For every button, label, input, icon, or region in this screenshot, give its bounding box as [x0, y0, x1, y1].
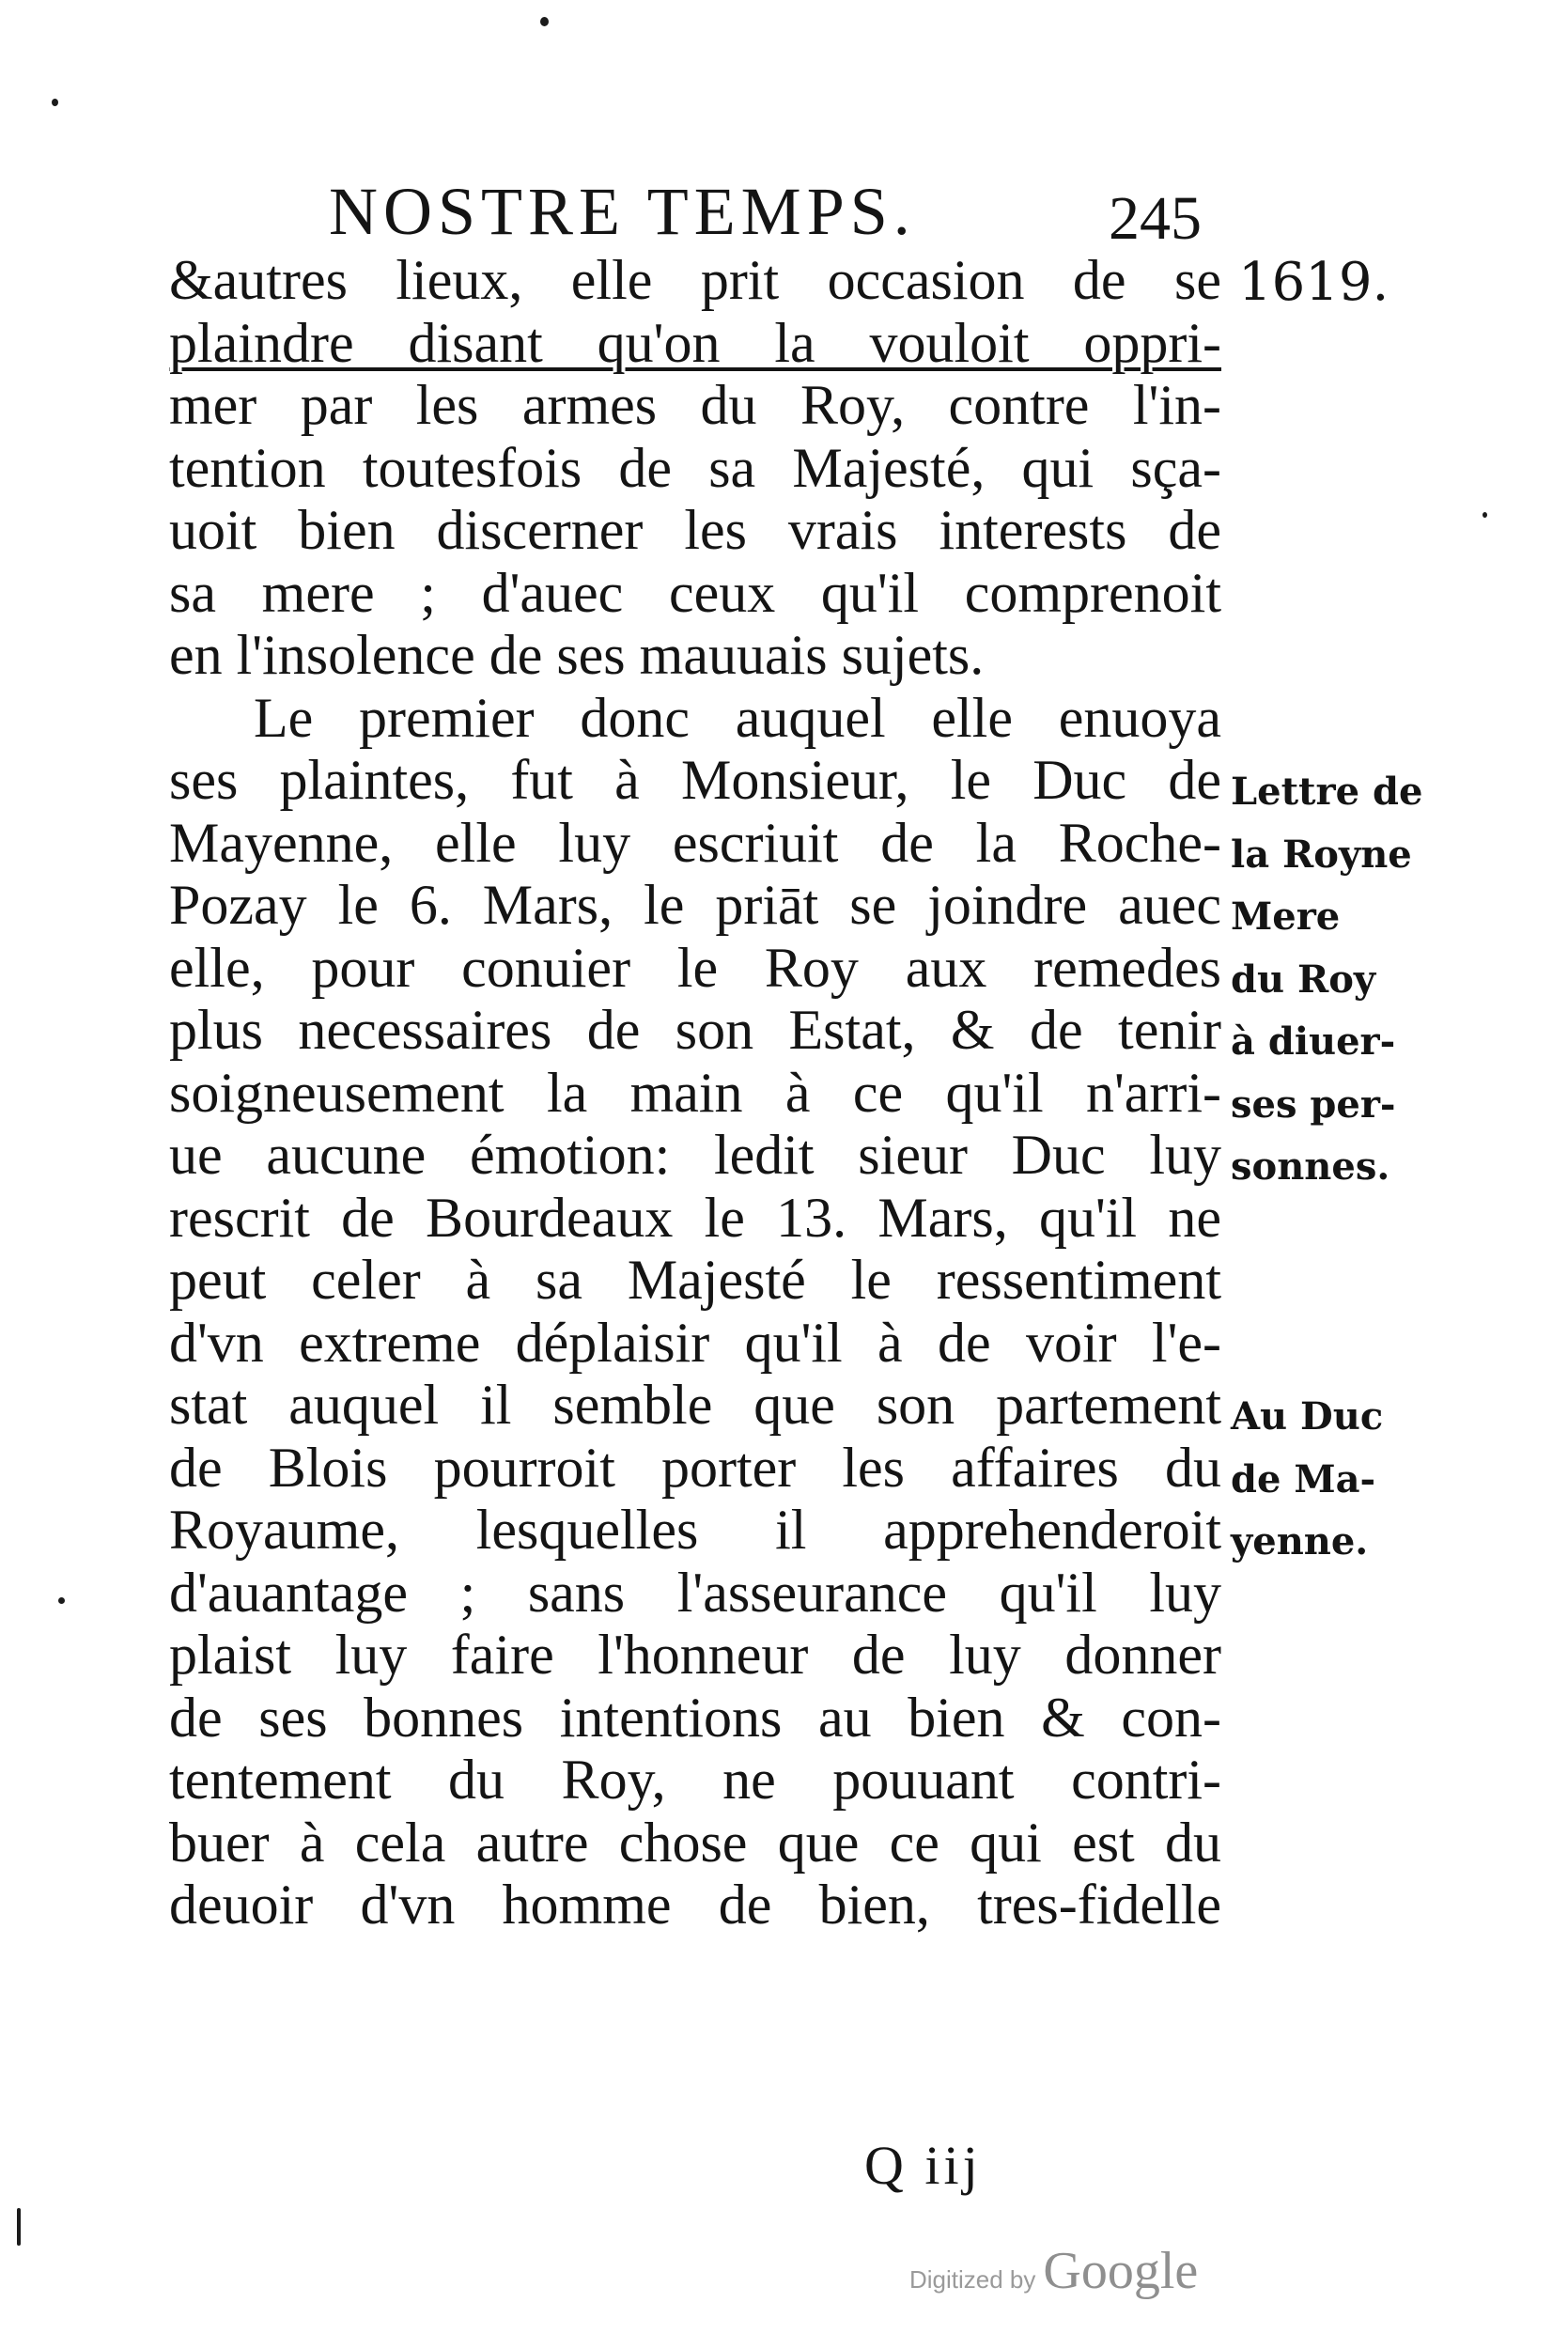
margin-note-line: yenne. [1231, 1519, 1369, 1563]
scan-speck [52, 99, 58, 106]
margin-note-line: à diuer- [1231, 1019, 1396, 1064]
margin-note-line: la Royne [1231, 832, 1412, 877]
text-line: sa mere ; d'auec ceux qu'il comprenoit [169, 561, 1221, 624]
text-line: de ses bonnes intentions au bien & con- [169, 1686, 1221, 1749]
scan-speck [1483, 512, 1487, 518]
page-number: 245 [1109, 184, 1202, 253]
margin-note-line: ses per- [1231, 1081, 1396, 1127]
text-line: uoit bien discerner les vrais interests de [169, 499, 1221, 561]
text-line: deuoir d'vn homme de bien, tres-fidelle [169, 1874, 1221, 1936]
text-line: plaindre disant qu'on la vouloit oppri- [169, 311, 1221, 374]
running-head [329, 169, 1231, 254]
text-line: mer par les armes du Roy, contre l'in- [169, 374, 1221, 436]
margin-year: 1619. [1238, 252, 1389, 313]
text-line: rescrit de Bourdeaux le 13. Mars, qu'il ne [169, 1186, 1221, 1249]
digitized-by-watermark [909, 2241, 1199, 2300]
margin-note-letter [1231, 761, 1422, 1199]
text-line: Le premier donc auquel elle enuoya [254, 686, 1221, 749]
margin-note-line: Au Duc [1231, 1394, 1384, 1439]
scan-speck [540, 17, 549, 26]
text-line: Pozay le 6. Mars, le priāt se joindre auec [169, 874, 1221, 936]
margin-note-line: de Ma- [1231, 1456, 1376, 1501]
text-line: tentement du Roy, ne pouuant contri- [169, 1749, 1221, 1811]
margin-note-line: Mere [1231, 894, 1341, 939]
signature-mark: Q iij [864, 2135, 982, 2196]
text-line: buer à cela autre chose que ce qui est du [169, 1811, 1221, 1874]
text-line: &autres lieux, elle prit occasion de se [169, 249, 1221, 311]
digitized-by-label: Digitized by [909, 2265, 1036, 2294]
text-line: elle, pour conuier le Roy aux remedes [169, 936, 1221, 999]
text-line: peut celer à sa Majesté le ressentiment [169, 1249, 1221, 1311]
text-line: d'auantage ; sans l'asseurance qu'il luy [169, 1561, 1221, 1624]
text-line: d'vn extreme déplaisir qu'il à de voir l'e- [169, 1311, 1221, 1374]
margin-note-duke [1231, 1386, 1383, 1574]
margin-note-line: sonnes. [1231, 1144, 1390, 1189]
google-logo: Google [1043, 2242, 1199, 2300]
text-line: tention toutesfois de sa Majesté, qui sça- [169, 436, 1221, 499]
margin-note-line: du Roy [1231, 957, 1376, 1002]
body-text [169, 249, 1221, 1937]
text-line: ses plaintes, fut à Monsieur, le Duc de [169, 749, 1221, 811]
text-line: soigneusement la main à ce qu'il n'arri- [169, 1061, 1221, 1124]
margin-note-line: Lettre de [1231, 770, 1423, 814]
running-title: NOSTRE TEMPS. [329, 174, 916, 249]
scan-speck [58, 1597, 65, 1604]
text-line: en l'insolence de ses mauuais sujets. [169, 624, 985, 686]
scan-speck [17, 2208, 21, 2246]
text-line: Mayenne, elle luy escriuit de la Roche- [169, 811, 1221, 874]
text-line: ue aucune émotion: ledit sieur Duc luy [169, 1124, 1221, 1186]
text-line: Royaume, lesquelles il apprehenderoit [169, 1499, 1221, 1561]
text-line: stat auquel il semble que son partement [169, 1374, 1221, 1436]
text-line: plaist luy faire l'honneur de luy donner [169, 1624, 1221, 1686]
text-line: de Blois pourroit porter les affaires du [169, 1436, 1221, 1499]
text-line: plus necessaires de son Estat, & de tenir [169, 999, 1221, 1061]
